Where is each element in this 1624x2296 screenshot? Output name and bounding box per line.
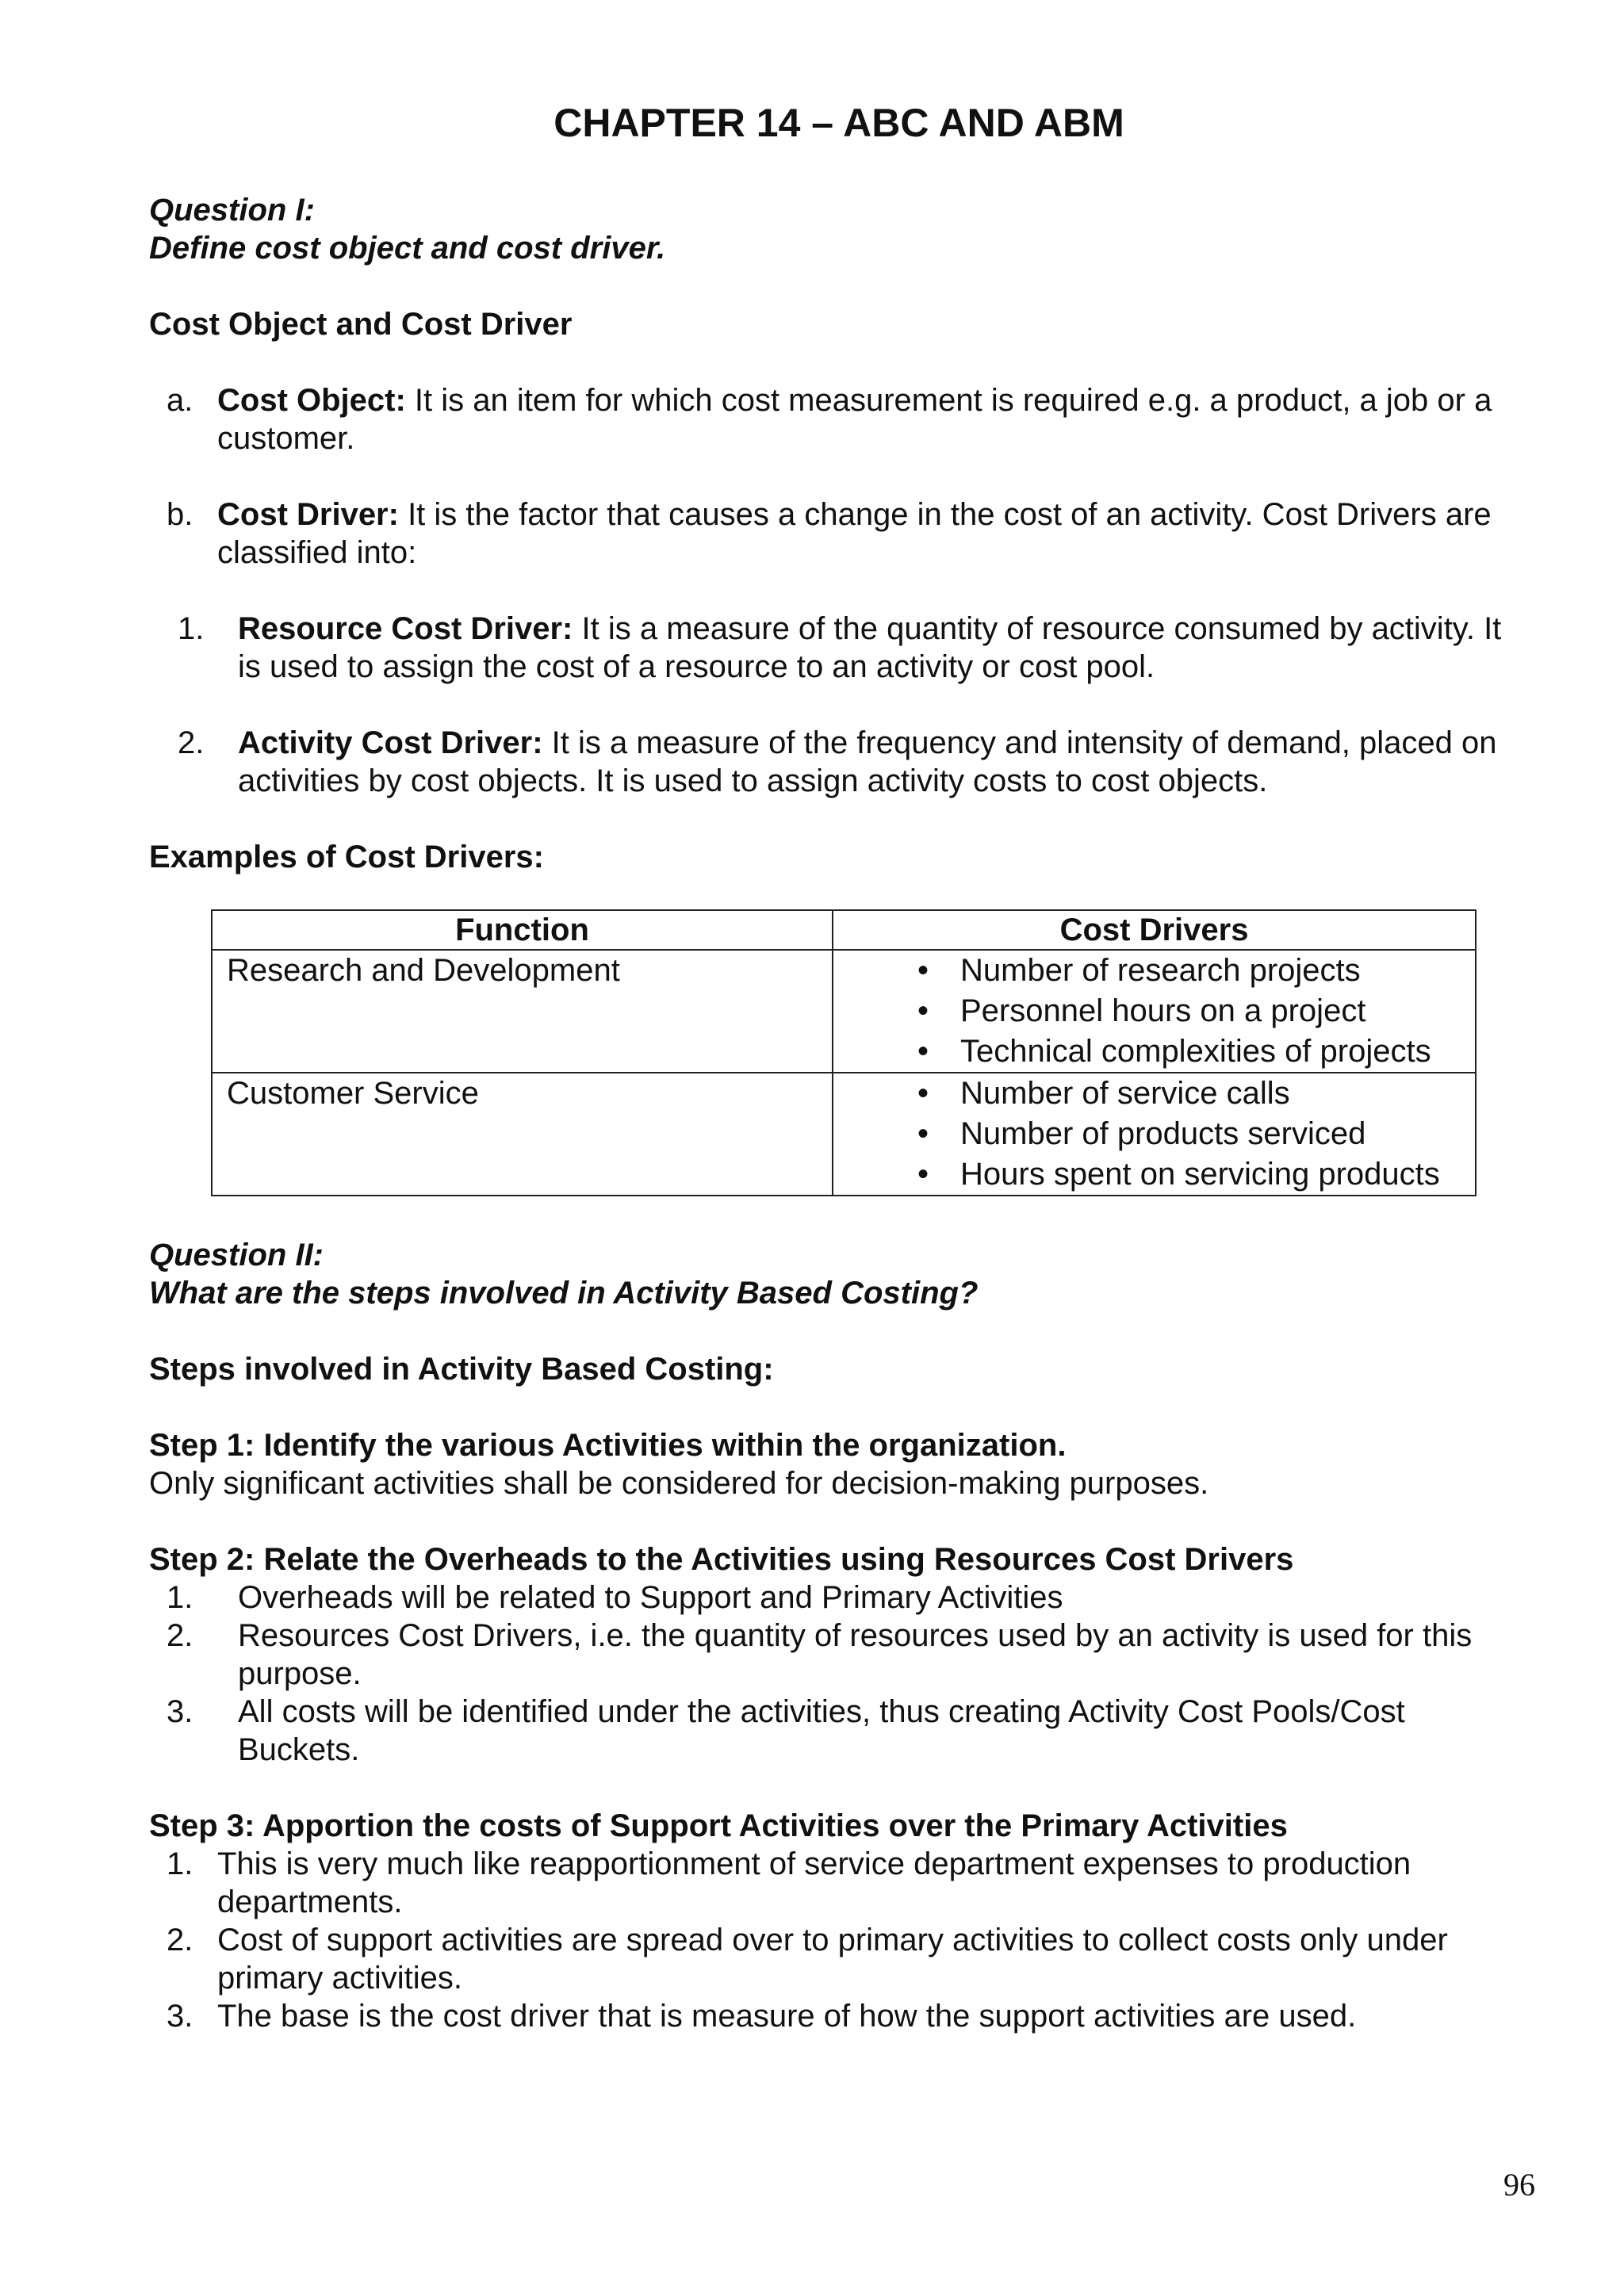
bullet-icon: •: [917, 953, 929, 988]
drivers-cell: [833, 950, 1476, 1073]
drivers-cell: [833, 1073, 1476, 1196]
driver-type-term: Activity Cost Driver:: [238, 725, 543, 760]
drivers-bullet-list: [848, 951, 1461, 1072]
list-marker: a.: [167, 383, 193, 418]
definition-text: It is an item for which cost measurement is required e.g. a product, a job or a customer.: [217, 383, 1492, 456]
list-marker: 3.: [167, 1694, 193, 1729]
driver-type-text: It is a measure of the quantity of resource consumed by activity. It is used to assign the cost of a resource to an activity or cost pool.: [238, 611, 1502, 684]
step-2-list: [149, 1578, 1529, 1769]
definitions-list: [149, 381, 1529, 572]
drivers-bullet-list: [848, 1073, 1461, 1195]
section-heading-cost-object-driver: Cost Object and Cost Driver: [149, 307, 573, 342]
list-item-text: Overheads will be related to Support and Primary Activities: [238, 1580, 1063, 1615]
step-3-heading: Step 3: Apportion the costs of Support Activities over the Primary Activities: [149, 1808, 1288, 1843]
list-item: [149, 1617, 1529, 1693]
list-item: [149, 1845, 1529, 1921]
table-row: [212, 950, 1476, 1073]
examples-heading: Examples of Cost Drivers:: [149, 840, 544, 874]
definition-text: It is the factor that causes a change in the cost of an activity. Cost Drivers are classified into:: [217, 497, 1492, 570]
steps-heading: Steps involved in Activity Based Costing:: [149, 1352, 774, 1387]
list-item: [149, 1921, 1529, 1997]
definition-item: [149, 496, 1529, 572]
question-2-label: Question II:: [149, 1238, 324, 1272]
list-marker: 1.: [167, 1580, 193, 1615]
list-item: [149, 1578, 1529, 1617]
function-cell: Customer Service: [212, 1073, 833, 1196]
chapter-title: CHAPTER 14 – ABC AND ABM: [553, 101, 1124, 145]
list-marker: 1.: [167, 1846, 193, 1881]
driver-type-item: [149, 610, 1529, 686]
bullet-icon: •: [917, 993, 929, 1028]
list-item: [149, 1693, 1529, 1769]
driver-bullet: • Technical complexities of projects: [900, 1031, 1461, 1072]
definition-item: [149, 381, 1529, 457]
driver-bullet: • Hours spent on servicing products: [900, 1154, 1461, 1195]
driver-types-list: [149, 610, 1529, 800]
document-page: [149, 91, 1529, 2035]
list-marker: 3.: [167, 1999, 193, 2034]
list-marker: 2.: [178, 725, 205, 760]
list-item: [149, 1997, 1529, 2035]
question-2-text: What are the steps involved in Activity Based Costing?: [149, 1276, 979, 1311]
driver-bullet: • Number of products serviced: [900, 1114, 1461, 1154]
column-header-function: Function: [212, 910, 833, 950]
question-1-text: Define cost object and cost driver.: [149, 231, 666, 266]
driver-type-term: Resource Cost Driver:: [238, 611, 573, 646]
step-3-list: [149, 1845, 1529, 2035]
column-header-cost-drivers: Cost Drivers: [833, 910, 1476, 950]
list-item-text: Resources Cost Drivers, i.e. the quantity of resources used by an activity is used for this purpose.: [238, 1618, 1473, 1691]
bullet-icon: •: [917, 1116, 929, 1151]
list-marker: 2.: [167, 1618, 193, 1653]
bullet-icon: •: [917, 1034, 929, 1069]
table-row: [212, 1073, 1476, 1196]
bullet-icon: •: [917, 1157, 929, 1192]
step-1-text: Only significant activities shall be considered for decision-making purposes.: [149, 1466, 1209, 1501]
function-cell: Research and Development: [212, 950, 833, 1073]
bullet-icon: •: [917, 1076, 929, 1111]
list-marker: 1.: [178, 611, 205, 646]
driver-type-text: It is a measure of the frequency and intensity of demand, placed on activities by cost objects. It is used to assign activity costs to cost objects.: [238, 725, 1497, 798]
list-marker: b.: [167, 497, 193, 532]
list-item-text: Cost of support activities are spread over to primary activities to collect costs only under primary activities.: [217, 1923, 1448, 1996]
driver-bullet: • Number of service calls: [900, 1073, 1461, 1114]
driver-bullet: • Number of research projects: [900, 951, 1461, 991]
list-marker: 2.: [167, 1923, 193, 1957]
driver-bullet: • Personnel hours on a project: [900, 991, 1461, 1031]
driver-type-item: [149, 724, 1529, 800]
definition-term: Cost Object:: [217, 383, 406, 418]
list-item-text: This is very much like reapportionment of service department expenses to production departments.: [217, 1846, 1411, 1919]
list-item-text: All costs will be identified under the activities, thus creating Activity Cost Pools/Cost Buckets.: [238, 1694, 1405, 1767]
page-number: 96: [1503, 2167, 1535, 2202]
table-header-row: [212, 910, 1476, 950]
step-2-heading: Step 2: Relate the Overheads to the Activities using Resources Cost Drivers: [149, 1542, 1294, 1577]
list-item-text: The base is the cost driver that is measure of how the support activities are used.: [217, 1999, 1357, 2034]
step-1-heading: Step 1: Identify the various Activities within the organization.: [149, 1428, 1067, 1463]
cost-drivers-table: [211, 909, 1477, 1196]
question-1-label: Question I:: [149, 193, 315, 228]
definition-term: Cost Driver:: [217, 497, 399, 532]
